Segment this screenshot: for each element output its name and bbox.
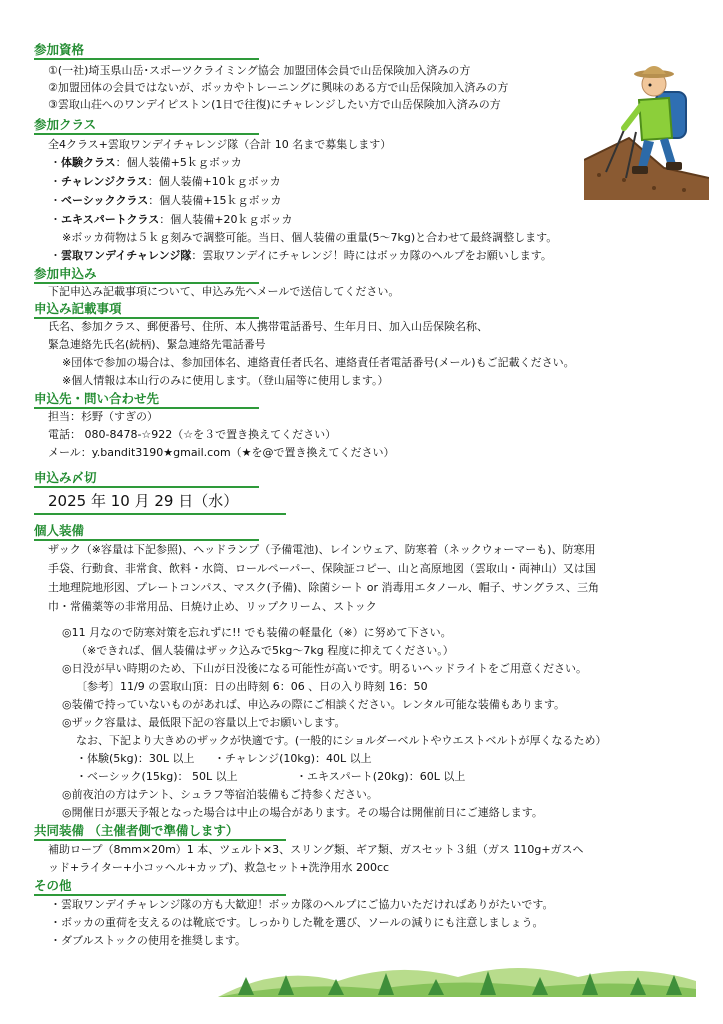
gear-line: 手袋、行動食、非常食、飲料・水筒、ロールペーパー、保険証コピー、山と高原地図（雲取山・両神山）又は国 [48,562,596,575]
class-desc: ：個人装備+5ｋｇボッカ [115,156,242,169]
gear-line: ザック（※容量は下記参照)、ヘッドランプ（予備電池)、レインウェア、防寒着（ネックウォーマーも)、防寒用 [48,543,596,556]
heading-entry-items: 申込み記載事項 [34,301,122,316]
class-desc: ：個人装備+10ｋｇボッカ [147,175,281,188]
gear-note: ◎ザック容量は、最低限下記の容量以上でお願いします。 [62,716,346,729]
entry-note: ※個人情報は本山行のみに使用します。（登山届等に使用します。） [62,374,389,387]
gear-note: なお、下記より大きめのザックが快適です。(一般的にショルダーベルトやウエストベルトが厚くなるため） [76,734,607,747]
oneday-item: ・雲取ワンデイチャレンジ隊：雲取ワンデイにチャレンジ！時にはボッカ隊のヘルプをお願いします。 [50,249,552,262]
gear-note: ◎11 月なので防寒対策を忘れずに!! でも装備の軽量化（※）に努めて下さい。 [62,626,452,639]
class-item: ・体験クラス：個人装備+5ｋｇボッカ [50,156,242,169]
gear-note: （※できれば、個人装備はザック込みで5kg〜7kg 程度に抑えてください。） [76,644,454,657]
qualification-item: ③雲取山荘へのワンデイピストン(1日で往復)にチャレンジしたい方で山岳保険加入済みの方 [48,98,501,111]
gear-note: ◎日没が早い時期のため、下山が日没後になる可能性が高いです。明るいヘッドライトをご用意ください。 [62,662,587,675]
contact-phone: 電話： 080-8478-☆922（☆を３で置き換えてください） [48,428,337,441]
deadline-date: 2025 年 10 月 29 日（水） [48,492,239,510]
gear-line: 土地理院地形図、プレートコンパス、マスク(予備)、除菌シート or 消毒用エタノール、帽子、サングラス、三角 [48,581,599,594]
class-name: ベーシッククラス [61,194,149,207]
contact-person: 担当：杉野（すぎの） [48,410,158,423]
heading-underline [34,317,259,319]
heading-contact: 申込先・問い合わせ先 [34,391,160,406]
heading-underline [34,133,259,135]
class-item: ・ベーシッククラス：個人装備+15ｋｇボッカ [50,194,282,207]
class-desc: ：個人装備+15ｋｇボッカ [148,194,282,207]
heading-personal-gear: 個人装備 [34,523,85,538]
class-desc: ：個人装備+20ｋｇボッカ [159,213,293,226]
class-name: 体験クラス [61,156,116,169]
pack-size-item: ・体験(5kg)：30L 以上 [76,752,195,765]
other-line: ・ダブルストックの使用を推奨します。 [50,934,247,947]
heading-shared-gear: 共同装備 （主催者側で準備します） [34,823,239,838]
heading-underline [34,407,259,409]
oneday-desc: ：雲取ワンデイにチャレンジ！時にはボッカ隊のヘルプをお願いします。 [191,249,552,262]
entry-note: ※団体で参加の場合は、参加団体名、連絡責任者氏名、連絡責任者電話番号(メール)もご記載ください。 [62,356,575,369]
qualification-item: ①(一社)埼玉県山岳･スポーツクライミング協会 加盟団体会員で山岳保険加入済みの方 [48,64,471,77]
pack-size-item: ・エキスパート(20kg)：60L 以上 [296,770,466,783]
heading-underline [34,282,259,284]
date-underline [34,513,286,515]
classes-note: ※ボッカ荷物は５ｋｇ刻みで調整可能。当日、個人装備の重量(5〜7kg)と合わせて最終調整します。 [62,231,558,244]
shared-gear-line: ッド+ライター+小コッヘル+カップ)、救急セット+洗浄用水 200cc [48,861,390,874]
entry-line: 氏名、参加クラス、郵便番号、住所、本人携帯電話番号、生年月日、加入山岳保険名称、 [48,320,488,333]
heading-other: その他 [34,878,72,893]
other-line: ・ボッカの重荷を支えるのは靴底です。しっかりした靴を選び、ソールの減りにも注意しましょう。 [50,916,544,929]
class-item: ・チャレンジクラス：個人装備+10ｋｇボッカ [50,175,281,188]
heading-underline [34,894,286,896]
gear-note: 〔参考〕11/9 の雲取山頂：日の出時刻 6：06 、日の入り時刻 16：50 [76,680,428,693]
contact-email: メール：y.bandit3190★gmail.com（★を@で置き換えてください） [48,446,395,459]
other-line: ・雲取ワンデイチャレンジ隊の方も大歓迎！ボッカ隊のヘルプにご協力いただければありがたいです。 [50,898,554,911]
class-name: チャレンジクラス [61,175,148,188]
application-text: 下記申込み記載事項について、申込み先へメールで送信してください。 [48,285,400,298]
gear-note: ◎前夜泊の方はテント、シュラフ等宿泊装備もご持参ください。 [62,788,378,801]
heading-application: 参加申込み [34,266,97,281]
pack-size-item: ・チャレンジ(10kg)：40L 以上 [214,752,372,765]
classes-intro: 全4クラス+雲取ワンデイチャレンジ隊（合計 10 名まで募集します） [48,138,392,151]
heading-underline [34,539,259,541]
hiker-illustration [584,60,709,200]
gear-line: 巾・常備薬等の非常用品、日焼け止め、リップクリーム、ストック [48,600,377,613]
forest-illustration [218,955,696,997]
heading-classes: 参加クラス [34,117,97,132]
heading-deadline: 申込み〆切 [34,470,97,485]
gear-note: ◎開催日が悪天予報となった場合は中止の場合があります。その場合は開催前日にご連絡します。 [62,806,543,819]
heading-underline [34,486,259,488]
qualification-item: ②加盟団体の会員ではないが、ボッカやトレーニングに興味のある方で山岳保険加入済みの方 [48,81,509,94]
oneday-name: 雲取ワンデイチャレンジ隊 [61,249,192,262]
class-name: エキスパートクラス [61,213,160,226]
entry-line: 緊急連絡先氏名(続柄)、緊急連絡先電話番号 [48,338,266,351]
heading-underline [34,58,259,60]
pack-size-item: ・ベーシック(15kg)： 50L 以上 [76,770,238,783]
shared-gear-line: 補助ロープ（8mm×20m）1 本、ツェルト×3、スリング類、ギア類、ガスセット３組（ガス 110g+ガスヘ [48,843,584,856]
heading-underline [34,839,286,841]
class-item: ・エキスパートクラス：個人装備+20ｋｇボッカ [50,213,293,226]
heading-qualification: 参加資格 [34,42,85,57]
gear-note: ◎装備で持っていないものがあれば、申込みの際にご相談ください。レンタル可能な装備もあります。 [62,698,565,711]
